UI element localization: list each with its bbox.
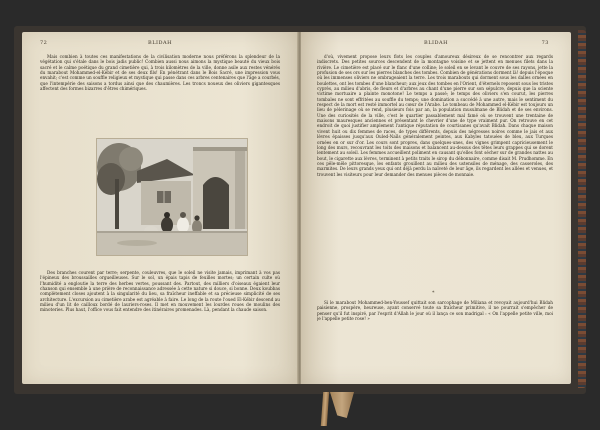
left-paragraph-top: Mais combien à toutes ces manifestations de la civilisation moderne nous préférons la splendeur de la végétation qui s'étale dans le bois jadis public! Combien aussi nous aimons la mystique beauté du vieux bois sacré et le calme poétique du grand cimetière qui, à trois kilomètres de la ville, donne asile aux restes vénérés du marabout Mohammed-el-Kébir et de ses deux fils! En pénétrant dans le Bois Sacré, une impression vous envahit; c'est comme un souffle religieux et mystique qui passe dans ces arbres centenaires que l'âge a courbés, que l'intempérie des saisons a tordus ainsi que des chaumières. Les troncs noueux des oliviers gigantesques affectent des formes bizarres d'êtres chimériques. (40, 54, 280, 92)
right-page (301, 32, 571, 384)
right-text-top (317, 54, 553, 280)
marbled-page-edge (578, 30, 586, 388)
left-running-title: BLIDAH (148, 40, 172, 46)
left-text-top (40, 54, 280, 126)
section-separator: * (432, 290, 435, 296)
left-page-number: 72 (40, 40, 48, 46)
left-text-bottom (40, 270, 280, 374)
right-paragraph-top: d'où, vivement propose leurs flots les couples d'amoureux désireux de se rencontrer aux regards indiscrets. Des petites sources descendent de la montagne voisine et se jettent en menues filets dans la rivière. Le cimetière est placé sur le flanc d'une colline; le soleil en se levant le couvre de ses rayons, jette la profusion de ses ors sur les pierres blanches des tombes. Combien de générations dorment là! depuis l'époque où les immenses oliviers ne ombrageaient la terre. Les trois marabouts qui dorment sous les dalles ornées en boulettes, ont les tombes d'une blancheur; aux jeux des tombes en l'Orient, d'éternels reposent sous les tristes cyprès, au milieu d'abris, de fleurs et d'arbres au chant d'une pierre sur son sépulcre, depuis que la sciente victime mortuaire a plainte monotone! Le temps a passé; le temps des oliviers s'en courut, les pierres tombales ne sont effritées au souffle du temps; une domination a succédé à une autre, mais le sentiment du respect de la mort est resté immortel au cœur de l'Arabe. Le tombeau de Mohammed el-Kébir est toujours un lieu de pèlerinage où se rend, plusieurs fois par an, la population musulmane de Blidah et de ses environs. Une des curiosités de la ville, c'est le quartier passablement mal famé où se trouvent une trentaine de maisons mauresques anciennes et présentant le chevrier d'une de type vraiment pur. On retrouve en cet endroit de quoi justifier amplement l'antique réputation de courtisanes qu'avait Blidah. Dans chaque maison vivent huit ou dix femmes de races, de types différents, depuis des négresses noires comme le jais et aux lèvres épaisses jusqu'aux Ouled-Naïls généralement peintes, aux Kabyles tatouées de bleu, aux Turques ornées en or sur d'or. Les cours sont propres, dans quelques-unes, des vignes grimpent capricieusement le long des murs, recouvrant les toits des maisons et balancent au-dessus des têtes leurs grappes qui se dorent lentement au soleil. Les femmes accueillent poliment en causant qu'elles font sécher sur de grandes nattes au bout, le cigarette aux lèvres, terminent à petits traits le sirop du débonnaire, comme disait M. Prudhomme. En ces pêle-mêle pittoresque, les enfants grouillent au milieu des ustensiles de ménage, des casseroles, des marmites. De leurs grands yeux qui ont déjà perdu la naïveté de leur âge, ils regardent les allées et venues, et trouvent les visiteurs pour leur demander des menues pièces de monnaie. (317, 54, 553, 177)
illustration-plate (96, 138, 248, 256)
right-text-bottom (317, 300, 553, 344)
bookmark-ribbon-end (330, 392, 354, 418)
left-paragraph-bottom: Des branches courent par terre; serpente, couleuvres, que le soleil ne visite jamais, imprimant à vos pas l'épineux des broussailles orgueilleuses. Sur le sol, un épais tapis de feuilles mortes; un certain culte où l'humidité a engloutie la terre des herbes vertes, poussant des. Partout, des milliers d'oiseaux égaient leur chanson qui ensemble à une prière de reconnaissance adressée à cette nature si douce, si bonne. Deux koubbas complètement closes ajoutent à la singularité du lieu, sa fraîcheur ineffable et sa précieuse simplicité de ses architecture. L'excursion au cimetière arabe est agréable à faire. Le long de la route l'oued El-Kébir descend au milieu d'un lit de cailloux bordé de lauriers-roses. Il met en mouvement les lourdes roues de moulins des minoteries. Plus haut, l'office vous fait entendre des itinéraires promenades. Là, pendant la chaude saison. (40, 270, 280, 313)
right-paragraph-bottom: Si le marabout Mohammed-ben-Youssef quittait son sarcophage de Miliana et revoyait aujourd'hui Blidah paisienne, prospère, heureuse, ayant conservé toute sa fraîcheur primitive, il ne pourrait s'empêcher de penser qu'il fut inspiré, par l'esprit d'Allah le jour où il lança ce son madrigal : « On l'appelle petite ville, moi je l'appelle petite rose! » (317, 300, 553, 322)
street-scene-image (97, 139, 247, 255)
right-running-title: BLIDAH (424, 40, 448, 46)
right-page-number: 73 (541, 40, 549, 46)
bookmark-ribbon (321, 392, 329, 426)
